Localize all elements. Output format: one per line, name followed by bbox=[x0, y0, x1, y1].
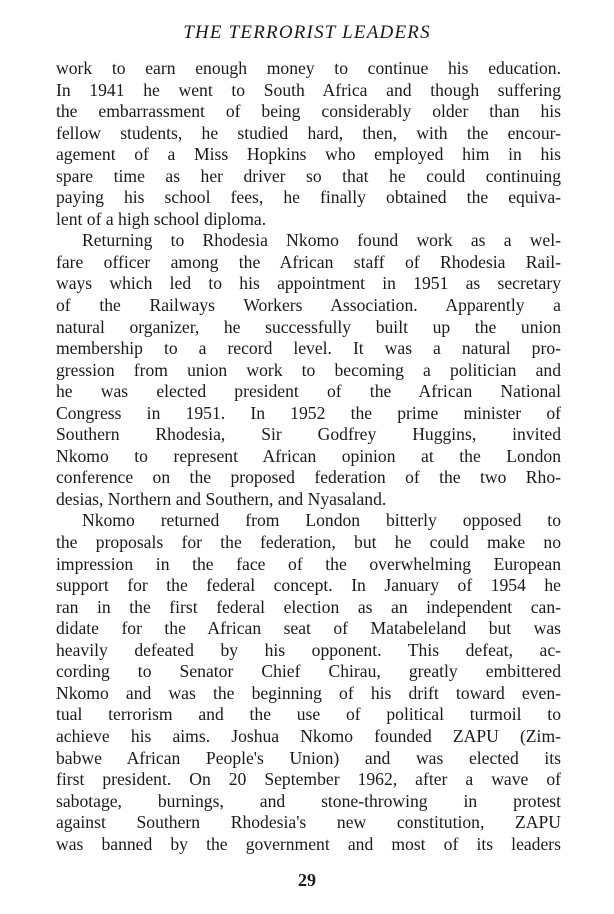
text-line: impression in the face of the overwhelming European bbox=[56, 553, 561, 574]
text-line: desias, Northern and Southern, and Nyasaland. bbox=[56, 488, 387, 509]
text-line: natural organizer, he successfully built up the union bbox=[56, 316, 561, 337]
text-line: was banned by the government and most of its leaders bbox=[56, 833, 561, 854]
running-head: THE TERRORIST LEADERS bbox=[183, 22, 431, 43]
text-line: tual terrorism and the use of political turmoil to bbox=[56, 704, 561, 725]
paragraph bbox=[56, 510, 561, 855]
paragraph bbox=[56, 58, 561, 230]
text-line: work to earn enough money to continue his education. bbox=[56, 58, 561, 78]
text-line: didate for the African seat of Matabeleland but was bbox=[56, 618, 561, 639]
text-line: ways which led to his appointment in 1951 as secretary bbox=[56, 273, 561, 294]
text-line: of the Railways Workers Association. Apparently a bbox=[56, 295, 561, 316]
text-line: support for the federal concept. In January of 1954 he bbox=[56, 575, 561, 596]
text-line: spare time as her driver so that he could continuing bbox=[56, 165, 561, 186]
text-line: lent of a high school diploma. bbox=[56, 208, 267, 229]
text-line: Nkomo to represent African opinion at the London bbox=[56, 445, 561, 466]
text-line: agement of a Miss Hopkins who employed him in his bbox=[56, 144, 561, 165]
text-line: Southern Rhodesia, Sir Godfrey Huggins, invited bbox=[56, 424, 561, 445]
text-line: conference on the proposed federation of the two Rho- bbox=[56, 467, 561, 488]
paragraph bbox=[56, 230, 561, 510]
body-text bbox=[56, 58, 561, 855]
text-line: Nkomo and was the beginning of his drift toward even- bbox=[56, 682, 561, 703]
text-line: Returning to Rhodesia Nkomo found work as a wel- bbox=[82, 230, 561, 251]
text-line: In 1941 he went to South Africa and though suffering bbox=[56, 79, 561, 100]
text-line: babwe African People's Union) and was elected its bbox=[56, 747, 561, 768]
text-line: membership to a record level. It was a natural pro- bbox=[56, 338, 561, 359]
text-line: fellow students, he studied hard, then, with the encour- bbox=[56, 122, 561, 143]
text-line: cording to Senator Chief Chirau, greatly embittered bbox=[56, 661, 561, 682]
text-line: the embarrassment of being considerably older than his bbox=[56, 101, 561, 122]
text-line: ran in the first federal election as an independent can- bbox=[56, 596, 561, 617]
text-line: the proposals for the federation, but he could make no bbox=[56, 532, 561, 553]
text-line: heavily defeated by his opponent. This defeat, ac- bbox=[56, 639, 561, 660]
text-line: paying his school fees, he finally obtained the equiva- bbox=[56, 187, 561, 208]
text-line: gression from union work to becoming a politician and bbox=[56, 359, 561, 380]
page-number: 29 bbox=[298, 870, 316, 890]
text-line: achieve his aims. Joshua Nkomo founded ZAPU (Zim- bbox=[56, 725, 561, 746]
text-line: fare officer among the African staff of Rhodesia Rail- bbox=[56, 251, 561, 272]
text-line: against Southern Rhodesia's new constitution, ZAPU bbox=[56, 812, 561, 833]
text-line: Congress in 1951. In 1952 the prime minister of bbox=[56, 402, 561, 423]
text-line: he was elected president of the African National bbox=[56, 381, 561, 402]
text-line: Nkomo returned from London bitterly opposed to bbox=[82, 510, 561, 531]
text-line: first president. On 20 September 1962, after a wave of bbox=[56, 769, 561, 790]
text-line: sabotage, burnings, and stone-throwing in protest bbox=[56, 790, 561, 811]
